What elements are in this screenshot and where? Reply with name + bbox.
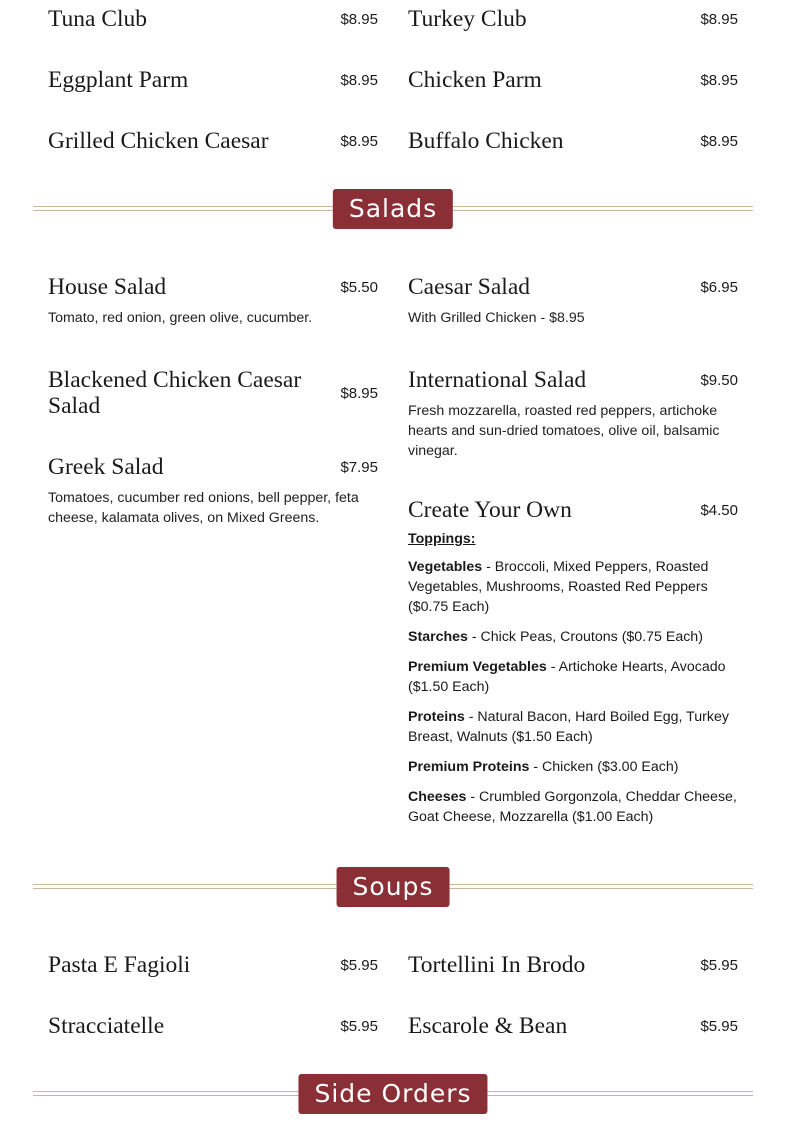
item-price: $5.95: [700, 1017, 738, 1035]
topping-vegetables: Vegetables - Broccoli, Mixed Peppers, Roasted Vegetables, Mushrooms, Roasted Red Peppers ($0.75 Each): [408, 559, 709, 615]
menu-item-escarole-and-bean: [408, 1013, 738, 1039]
item-name: Stracciatelle: [48, 1013, 165, 1039]
section-title: Salads: [333, 189, 453, 229]
salads-left-column: [48, 274, 378, 528]
item-name: Blackened Chicken Caesar Salad: [48, 367, 302, 419]
item-name: Tortellini In Brodo: [408, 952, 586, 978]
item-name: Caesar Salad: [408, 274, 531, 300]
item-price: $7.95: [340, 458, 378, 476]
item-name: Grilled Chicken Caesar: [48, 128, 269, 154]
menu-row: [48, 1013, 738, 1039]
item-price: $5.50: [340, 278, 378, 296]
menu-item-grilled-chicken-caesar: [48, 128, 378, 154]
item-price: $5.95: [700, 956, 738, 974]
item-name: Tuna Club: [48, 6, 148, 32]
salads-right-column: [408, 274, 738, 827]
item-price: $5.95: [340, 956, 378, 974]
item-price: $4.50: [700, 501, 738, 519]
menu-item-international-salad: [408, 367, 738, 461]
section-header-side-orders: [33, 1074, 753, 1114]
section-header-soups: [33, 867, 753, 907]
item-name: Greek Salad: [48, 454, 164, 480]
salads-columns: [48, 274, 738, 827]
toppings-label: Toppings:: [408, 531, 476, 547]
item-name: Buffalo Chicken: [408, 128, 564, 154]
menu-item-turkey-club: [408, 6, 738, 32]
topping-premium-proteins: Premium Proteins - Chicken ($3.00 Each): [408, 759, 679, 775]
menu-item-caesar-salad: [408, 274, 738, 328]
item-name: Eggplant Parm: [48, 67, 189, 93]
item-name: Chicken Parm: [408, 67, 542, 93]
item-price: $5.95: [340, 1017, 378, 1035]
item-name: Create Your Own: [408, 497, 572, 523]
item-price: $8.95: [700, 132, 738, 150]
topping-proteins: Proteins - Natural Bacon, Hard Boiled Egg, Turkey Breast, Walnuts ($1.50 Each): [408, 709, 729, 745]
topping-starches: Starches - Chick Peas, Croutons ($0.75 Each): [408, 629, 703, 645]
menu-item-eggplant-parm: [48, 67, 378, 93]
item-price: $8.95: [700, 71, 738, 89]
item-price: $8.95: [700, 10, 738, 28]
item-price: $8.95: [340, 384, 378, 402]
item-price: $6.95: [700, 278, 738, 296]
item-price: $9.50: [700, 371, 738, 389]
menu-item-blackened-chicken-caesar-salad: [48, 367, 378, 419]
menu-item-greek-salad: [48, 454, 378, 528]
item-description: Tomato, red onion, green olive, cucumber.: [48, 310, 313, 326]
item-name: House Salad: [48, 274, 167, 300]
menu-row: [48, 128, 738, 154]
menu-item-pasta-e-fagioli: [48, 952, 378, 978]
topping-cheeses: Cheeses - Crumbled Gorgonzola, Cheddar Cheese, Goat Cheese, Mozzarella ($1.00 Each): [408, 789, 737, 825]
menu-row: [48, 67, 738, 93]
section-header-salads: [33, 189, 753, 229]
item-name: International Salad: [408, 367, 587, 393]
item-description: With Grilled Chicken - $8.95: [408, 310, 585, 326]
section-title: Soups: [337, 867, 450, 907]
item-price: $8.95: [340, 71, 378, 89]
item-description: Fresh mozzarella, roasted red peppers, artichoke hearts and sun-dried tomatoes, olive oil, balsamic vinegar.: [408, 403, 720, 459]
menu-row: [48, 6, 738, 32]
topping-premium-vegetables: Premium Vegetables - Artichoke Hearts, Avocado ($1.50 Each): [408, 659, 726, 695]
menu-row: [48, 952, 738, 978]
menu-item-stracciatelle: [48, 1013, 378, 1039]
menu-item-tortellini-in-brodo: [408, 952, 738, 978]
item-price: $8.95: [340, 132, 378, 150]
item-name: Escarole & Bean: [408, 1013, 568, 1039]
menu-item-house-salad: [48, 274, 378, 328]
menu-item-buffalo-chicken: [408, 128, 738, 154]
item-name: Turkey Club: [408, 6, 527, 32]
item-description: Tomatoes, cucumber red onions, bell pepper, feta cheese, kalamata olives, on Mixed Greens.: [48, 490, 359, 526]
section-title: Side Orders: [298, 1074, 487, 1114]
item-price: $8.95: [340, 10, 378, 28]
item-name: Pasta E Fagioli: [48, 952, 191, 978]
menu-item-tuna-club: [48, 6, 378, 32]
menu-item-chicken-parm: [408, 67, 738, 93]
menu-item-create-your-own: [408, 497, 738, 827]
